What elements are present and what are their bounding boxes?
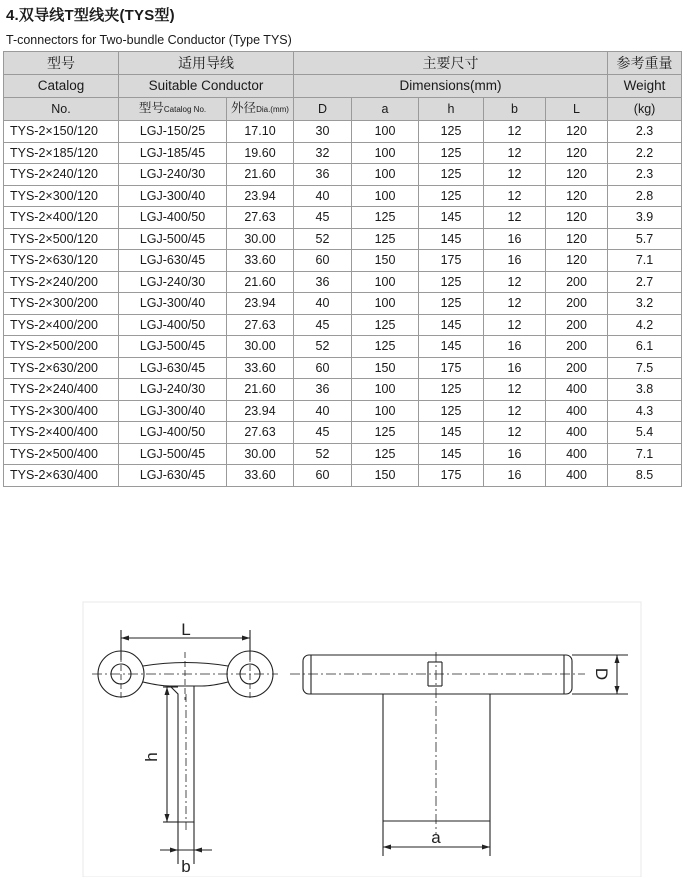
header-dimensions-en: Dimensions(mm) — [294, 75, 608, 98]
table-row — [4, 422, 682, 444]
cell-dim-a: 100 — [352, 379, 419, 401]
cell-catalog-no: TYS-2×300/120 — [4, 185, 119, 207]
dim-label-h: h — [142, 752, 161, 762]
cell-conductor-dia: 33.60 — [227, 250, 294, 272]
cell-weight: 2.8 — [608, 185, 682, 207]
cell-catalog-no: TYS-2×630/400 — [4, 465, 119, 487]
cell-conductor-model: LGJ-240/30 — [119, 379, 227, 401]
cell-dim-h: 125 — [419, 142, 484, 164]
cell-dim-a: 100 — [352, 293, 419, 315]
spec-table-body — [4, 121, 682, 487]
cell-dim-L: 200 — [546, 293, 608, 315]
cell-dim-D: 60 — [294, 250, 352, 272]
cell-dim-h: 175 — [419, 465, 484, 487]
cell-weight: 2.7 — [608, 271, 682, 293]
cell-catalog-no: TYS-2×400/120 — [4, 207, 119, 229]
cell-dim-L: 120 — [546, 250, 608, 272]
header-sub-model: 型号Catalog No. — [119, 98, 227, 121]
header-weight-en: Weight — [608, 75, 682, 98]
cell-dim-h: 125 — [419, 164, 484, 186]
page-title: 4.双导线T型线夹(TYS型) — [6, 7, 175, 24]
cell-dim-D: 45 — [294, 422, 352, 444]
cell-dim-a: 125 — [352, 314, 419, 336]
cell-conductor-dia: 23.94 — [227, 293, 294, 315]
cell-conductor-model: LGJ-300/40 — [119, 185, 227, 207]
cell-dim-b: 16 — [484, 228, 546, 250]
cell-dim-b: 12 — [484, 422, 546, 444]
cell-conductor-dia: 19.60 — [227, 142, 294, 164]
table-row — [4, 443, 682, 465]
cell-dim-D: 60 — [294, 357, 352, 379]
header-catalog-no: No. — [4, 98, 119, 121]
cell-dim-L: 400 — [546, 443, 608, 465]
front-view — [290, 652, 628, 856]
header-weight-unit: (kg) — [608, 98, 682, 121]
cell-conductor-model: LGJ-400/50 — [119, 207, 227, 229]
table-row — [4, 400, 682, 422]
cell-dim-b: 12 — [484, 142, 546, 164]
table-row — [4, 250, 682, 272]
cell-catalog-no: TYS-2×185/120 — [4, 142, 119, 164]
cell-dim-a: 125 — [352, 422, 419, 444]
table-row — [4, 121, 682, 143]
cell-dim-h: 145 — [419, 336, 484, 358]
header-suitable-en: Suitable Conductor — [119, 75, 294, 98]
cell-weight: 3.8 — [608, 379, 682, 401]
cell-conductor-dia: 27.63 — [227, 422, 294, 444]
cell-conductor-model: LGJ-630/45 — [119, 250, 227, 272]
cell-conductor-dia: 27.63 — [227, 207, 294, 229]
cell-dim-D: 40 — [294, 400, 352, 422]
cell-dim-D: 36 — [294, 379, 352, 401]
cell-conductor-model: LGJ-400/50 — [119, 314, 227, 336]
cell-conductor-model: LGJ-300/40 — [119, 400, 227, 422]
cell-catalog-no: TYS-2×400/200 — [4, 314, 119, 336]
cell-dim-L: 120 — [546, 185, 608, 207]
cell-dim-L: 120 — [546, 121, 608, 143]
cell-weight: 3.2 — [608, 293, 682, 315]
cell-dim-a: 125 — [352, 207, 419, 229]
cell-dim-L: 400 — [546, 379, 608, 401]
cell-dim-D: 36 — [294, 164, 352, 186]
cell-dim-D: 45 — [294, 207, 352, 229]
cell-dim-b: 12 — [484, 293, 546, 315]
cell-dim-h: 125 — [419, 271, 484, 293]
spec-table — [3, 51, 682, 487]
cell-dim-a: 100 — [352, 164, 419, 186]
cell-catalog-no: TYS-2×500/400 — [4, 443, 119, 465]
cell-weight: 7.1 — [608, 443, 682, 465]
table-row — [4, 357, 682, 379]
cell-conductor-model: LGJ-500/45 — [119, 228, 227, 250]
cell-dim-h: 125 — [419, 121, 484, 143]
dim-label-L: L — [181, 620, 191, 639]
cell-dim-b: 12 — [484, 400, 546, 422]
cell-dim-D: 32 — [294, 142, 352, 164]
cell-weight: 7.5 — [608, 357, 682, 379]
cell-conductor-model: LGJ-150/25 — [119, 121, 227, 143]
cell-dim-b: 16 — [484, 357, 546, 379]
header-col-h: h — [419, 98, 484, 121]
table-row — [4, 185, 682, 207]
cell-conductor-dia: 21.60 — [227, 164, 294, 186]
cell-conductor-dia: 30.00 — [227, 443, 294, 465]
cell-catalog-no: TYS-2×500/120 — [4, 228, 119, 250]
cell-dim-D: 45 — [294, 314, 352, 336]
page-subtitle: T-connectors for Two-bundle Conductor (Type TYS) — [6, 33, 292, 47]
cell-dim-h: 145 — [419, 228, 484, 250]
cell-dim-h: 145 — [419, 314, 484, 336]
cell-dim-a: 150 — [352, 465, 419, 487]
cell-conductor-model: LGJ-300/40 — [119, 293, 227, 315]
table-row — [4, 142, 682, 164]
cell-dim-L: 400 — [546, 465, 608, 487]
cell-dim-a: 125 — [352, 336, 419, 358]
cell-dim-b: 16 — [484, 336, 546, 358]
cell-dim-h: 145 — [419, 422, 484, 444]
cell-dim-D: 60 — [294, 465, 352, 487]
header-col-D: D — [294, 98, 352, 121]
cell-dim-h: 175 — [419, 357, 484, 379]
cell-conductor-dia: 23.94 — [227, 185, 294, 207]
cell-weight: 7.1 — [608, 250, 682, 272]
cell-dim-L: 200 — [546, 314, 608, 336]
cell-dim-L: 200 — [546, 271, 608, 293]
table-row — [4, 336, 682, 358]
cell-conductor-dia: 27.63 — [227, 314, 294, 336]
cell-dim-D: 52 — [294, 336, 352, 358]
cell-conductor-dia: 17.10 — [227, 121, 294, 143]
cell-dim-a: 100 — [352, 142, 419, 164]
dim-label-D: D — [592, 667, 611, 681]
cell-conductor-dia: 33.60 — [227, 357, 294, 379]
cell-dim-a: 125 — [352, 228, 419, 250]
cell-catalog-no: TYS-2×150/120 — [4, 121, 119, 143]
cell-dim-b: 12 — [484, 164, 546, 186]
cell-dim-D: 52 — [294, 443, 352, 465]
cell-dim-L: 400 — [546, 422, 608, 444]
cell-catalog-no: TYS-2×240/400 — [4, 379, 119, 401]
cell-conductor-model: LGJ-500/45 — [119, 336, 227, 358]
cell-conductor-dia: 21.60 — [227, 379, 294, 401]
cell-dim-b: 12 — [484, 314, 546, 336]
table-row — [4, 228, 682, 250]
cell-catalog-no: TYS-2×630/200 — [4, 357, 119, 379]
header-col-a: a — [352, 98, 419, 121]
cell-catalog-no: TYS-2×300/400 — [4, 400, 119, 422]
cell-catalog-no: TYS-2×630/120 — [4, 250, 119, 272]
cell-weight: 5.4 — [608, 422, 682, 444]
cell-dim-D: 30 — [294, 121, 352, 143]
cell-dim-L: 120 — [546, 142, 608, 164]
cell-dim-L: 120 — [546, 228, 608, 250]
header-sub-dia: 外径Dia.(mm) — [227, 98, 294, 121]
cell-dim-L: 200 — [546, 357, 608, 379]
cell-catalog-no: TYS-2×240/200 — [4, 271, 119, 293]
cell-dim-b: 16 — [484, 443, 546, 465]
cell-weight: 2.3 — [608, 164, 682, 186]
header-catalog-cn: 型号 — [4, 52, 119, 75]
cell-dim-L: 120 — [546, 164, 608, 186]
cell-dim-D: 52 — [294, 228, 352, 250]
header-col-b: b — [484, 98, 546, 121]
cell-weight: 5.7 — [608, 228, 682, 250]
cell-conductor-dia: 30.00 — [227, 336, 294, 358]
cell-catalog-no: TYS-2×240/120 — [4, 164, 119, 186]
cell-conductor-dia: 21.60 — [227, 271, 294, 293]
cell-conductor-model: LGJ-400/50 — [119, 422, 227, 444]
cell-dim-h: 125 — [419, 185, 484, 207]
dim-label-a: a — [431, 828, 441, 847]
cell-dim-a: 150 — [352, 357, 419, 379]
side-view — [92, 630, 278, 864]
table-row — [4, 271, 682, 293]
header-suitable-cn: 适用导线 — [119, 52, 294, 75]
cell-conductor-dia: 23.94 — [227, 400, 294, 422]
header-catalog-en: Catalog — [4, 75, 119, 98]
cell-dim-D: 36 — [294, 271, 352, 293]
cell-conductor-dia: 30.00 — [227, 228, 294, 250]
cell-dim-L: 120 — [546, 207, 608, 229]
cell-dim-h: 125 — [419, 400, 484, 422]
cell-dim-a: 100 — [352, 185, 419, 207]
cell-dim-b: 12 — [484, 207, 546, 229]
dim-label-b: b — [181, 857, 191, 876]
cell-dim-L: 400 — [546, 400, 608, 422]
cell-weight: 2.3 — [608, 121, 682, 143]
header-weight-cn: 参考重量 — [608, 52, 682, 75]
cell-weight: 2.2 — [608, 142, 682, 164]
cell-conductor-model: LGJ-240/30 — [119, 271, 227, 293]
cell-conductor-model: LGJ-185/45 — [119, 142, 227, 164]
cell-dim-b: 12 — [484, 121, 546, 143]
cell-weight: 8.5 — [608, 465, 682, 487]
cell-weight: 4.3 — [608, 400, 682, 422]
cell-dim-a: 100 — [352, 271, 419, 293]
cell-conductor-model: LGJ-630/45 — [119, 357, 227, 379]
header-col-L: L — [546, 98, 608, 121]
cell-catalog-no: TYS-2×400/400 — [4, 422, 119, 444]
table-row — [4, 164, 682, 186]
cell-dim-h: 125 — [419, 379, 484, 401]
cell-weight: 3.9 — [608, 207, 682, 229]
cell-dim-h: 175 — [419, 250, 484, 272]
cell-weight: 6.1 — [608, 336, 682, 358]
cell-catalog-no: TYS-2×500/200 — [4, 336, 119, 358]
table-row — [4, 465, 682, 487]
cell-dim-b: 12 — [484, 379, 546, 401]
cell-dim-h: 145 — [419, 207, 484, 229]
cell-dim-L: 200 — [546, 336, 608, 358]
cell-conductor-dia: 33.60 — [227, 465, 294, 487]
cell-dim-b: 12 — [484, 271, 546, 293]
cell-dim-b: 12 — [484, 185, 546, 207]
cell-catalog-no: TYS-2×300/200 — [4, 293, 119, 315]
cell-dim-b: 16 — [484, 465, 546, 487]
cell-dim-h: 145 — [419, 443, 484, 465]
cell-dim-h: 125 — [419, 293, 484, 315]
cell-weight: 4.2 — [608, 314, 682, 336]
table-row — [4, 379, 682, 401]
technical-drawing — [0, 590, 700, 877]
header-dimensions-cn: 主要尺寸 — [294, 52, 608, 75]
cell-dim-a: 100 — [352, 121, 419, 143]
cell-dim-a: 100 — [352, 400, 419, 422]
cell-conductor-model: LGJ-500/45 — [119, 443, 227, 465]
cell-conductor-model: LGJ-240/30 — [119, 164, 227, 186]
table-row — [4, 314, 682, 336]
cell-dim-D: 40 — [294, 293, 352, 315]
cell-conductor-model: LGJ-630/45 — [119, 465, 227, 487]
cell-dim-a: 125 — [352, 443, 419, 465]
cell-dim-D: 40 — [294, 185, 352, 207]
table-row — [4, 207, 682, 229]
table-row — [4, 293, 682, 315]
cell-dim-a: 150 — [352, 250, 419, 272]
cell-dim-b: 16 — [484, 250, 546, 272]
